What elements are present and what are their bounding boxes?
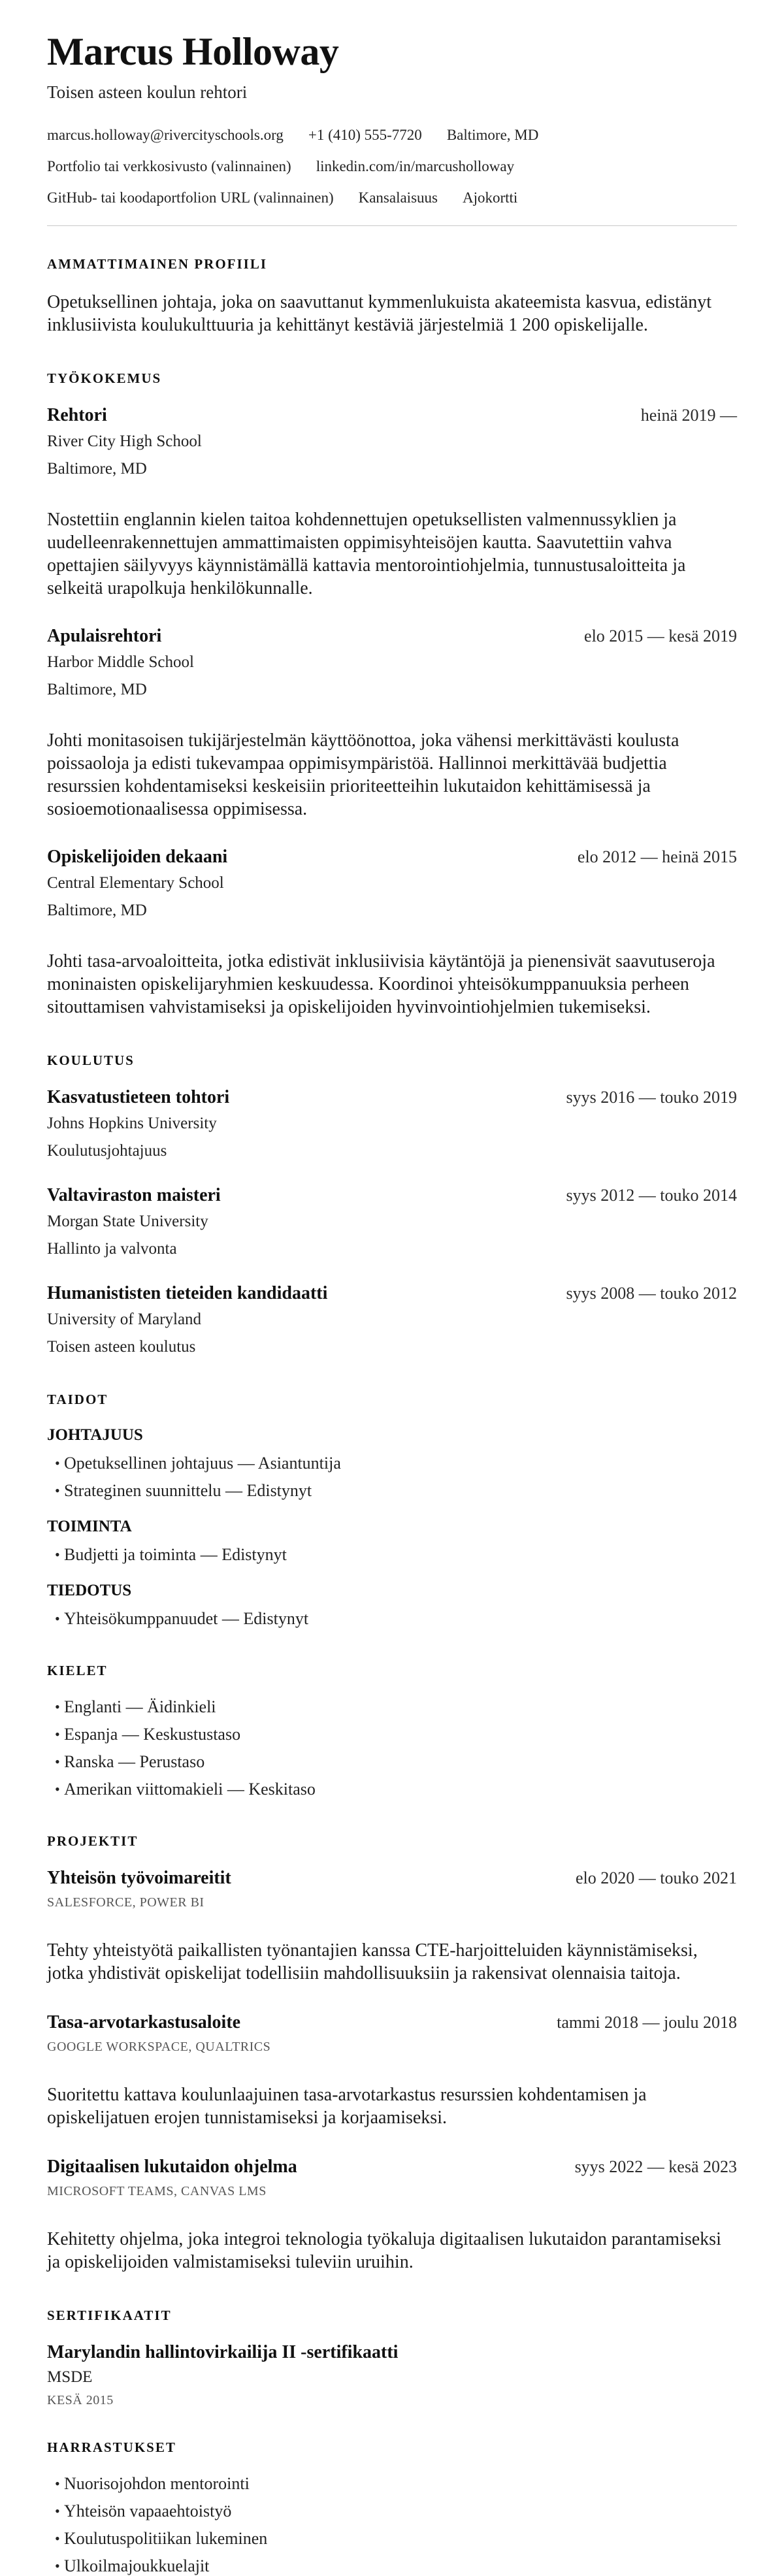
- hobby-item: • Koulutuspolitiikan lukeminen: [47, 2529, 737, 2549]
- hobbies-heading: HARRASTUKSET: [47, 2439, 176, 2455]
- project-tools: GOOGLE WORKSPACE, QUALTRICS: [47, 2040, 271, 2054]
- section-projects: [47, 1833, 737, 2274]
- section-skills: [47, 1392, 737, 1629]
- contact-row-1: [47, 125, 737, 146]
- skill-item: • Opetuksellinen johtajuus — Asiantuntija: [47, 1454, 737, 1473]
- skill-group: [47, 1518, 737, 1565]
- profile-heading: AMMATTIMAINEN PROFIILI: [47, 256, 268, 272]
- certification-entry: [47, 2342, 737, 2408]
- project-title: Digitaalisen lukutaidon ohjelma: [47, 2157, 297, 2177]
- header-divider: [47, 225, 737, 226]
- job-company: Harbor Middle School: [47, 653, 194, 671]
- degree-field: Koulutusjohtajuus: [47, 1142, 167, 1160]
- section-languages: [47, 1663, 737, 1799]
- certification-name: Marylandin hallintovirkailija II -sertifikaatti: [47, 2342, 399, 2362]
- job-company: River City High School: [47, 432, 202, 450]
- project-tools: MICROSOFT TEAMS, CANVAS LMS: [47, 2184, 267, 2198]
- job-description: Nostettiin englannin kielen taitoa kohdennettujen opetuksellisten valmennussyklien ja uudelleenrakennettujen ammattimaisten oppimisyhteisöjen kautta. Saavutettiin vahva opettajien säilyvyys käynnistämällä kattavia mentorointiohjelmia, tunnustusaloitteita ja selkeitä urapolkuja henkilökunnalle.: [47, 510, 686, 598]
- degree-dates: syys 2012 — touko 2014: [566, 1186, 737, 1205]
- skill-item: • Budjetti ja toiminta — Edistynyt: [47, 1545, 737, 1565]
- degree-field: Hallinto ja valvonta: [47, 1240, 177, 1258]
- projects-heading: PROJEKTIT: [47, 1833, 139, 1849]
- project-description: Suoritettu kattava koulunlaajuinen tasa-arvotarkastus resurssien kohdentamisen ja opiskelijatuen erojen tunnistamiseksi ja korjaamiseksi.: [47, 2085, 647, 2128]
- job-dates: elo 2015 — kesä 2019: [584, 627, 737, 645]
- job-location: Baltimore, MD: [47, 460, 147, 478]
- degree-entry: [47, 1283, 737, 1358]
- degree-title: Valtaviraston maisteri: [47, 1185, 221, 1205]
- project-description: Kehitetty ohjelma, joka integroi teknologia työkaluja digitaalisen lukutaidon parantamiseksi ja opiskelijoiden valmistamiseksi tuleviin uruihin.: [47, 2229, 721, 2272]
- job-description: Johti monitasoisen tukijärjestelmän käyttöönottoa, joka vähensi merkittävästi koulusta poissaoloja ja edisti tukevampaa oppimisympäristöä. Hallinnoi merkittävää budjettia resurssien kohdentamiseksi keskeisiin prioriteetteihin lukutaidon kehittämisessä ja sosioemotionaalisessa oppimisessa.: [47, 730, 679, 819]
- languages-heading: KIELET: [47, 1663, 108, 1678]
- contact-row-3: [47, 187, 737, 208]
- project-entry: [47, 2012, 737, 2129]
- degree-dates: syys 2016 — touko 2019: [566, 1088, 737, 1107]
- job-title: Opiskelijoiden dekaani: [47, 847, 228, 867]
- candidate-title: Toisen asteen koulun rehtori: [47, 82, 248, 102]
- contact-block: [47, 125, 737, 208]
- hobby-item: • Ulkoilmajoukkuelajit: [47, 2556, 737, 2576]
- job-entry: [47, 405, 737, 600]
- degree-entry: [47, 1087, 737, 1162]
- language-item: • Espanja — Keskustustaso: [47, 1725, 737, 1744]
- job-location: Baltimore, MD: [47, 681, 147, 698]
- skills-heading: TAIDOT: [47, 1392, 108, 1407]
- hobby-item: • Nuorisojohdon mentorointi: [47, 2474, 737, 2494]
- project-title: Tasa-arvotarkastusaloite: [47, 2012, 241, 2032]
- degree-dates: syys 2008 — touko 2012: [566, 1284, 737, 1303]
- project-description: Tehty yhteistyötä paikallisten työnantajien kanssa CTE-harjoitteluiden käynnistämiseksi, jotka yhdistivät opiskelijat todellisiin mahdollisuuksiin ja rakensivat olennaisia taitoja.: [47, 1940, 698, 1983]
- skill-group-name: TIEDOTUS: [47, 1582, 132, 1599]
- project-title: Yhteisön työvoimareitit: [47, 1868, 231, 1888]
- project-dates: tammi 2018 — joulu 2018: [557, 2013, 737, 2032]
- degree-title: Humanististen tieteiden kandidaatti: [47, 1283, 328, 1303]
- hobby-item: • Yhteisön vapaaehtoistyö: [47, 2502, 737, 2521]
- job-title: Rehtori: [47, 405, 107, 425]
- degree-field: Toisen asteen koulutus: [47, 1338, 196, 1356]
- degree-entry: [47, 1185, 737, 1260]
- project-entry: [47, 2157, 737, 2274]
- language-item: • Amerikan viittomakieli — Keskitaso: [47, 1780, 737, 1799]
- section-education: [47, 1052, 737, 1358]
- contact-location: Baltimore, MD: [446, 127, 539, 143]
- job-location: Baltimore, MD: [47, 902, 147, 919]
- contact-github: GitHub- tai koodaportfolion URL (valinnainen): [47, 189, 334, 206]
- degree-title: Kasvatustieteen tohtori: [47, 1087, 230, 1107]
- skill-group: [47, 1426, 737, 1501]
- job-description: Johti tasa-arvoaloitteita, jotka edistivät inklusiivisia käytäntöjä ja pienensivät saavutuseroja moninaisten opiskelijaryhmien keskuudessa. Koordinoi yhteisökumppanuuksia perheen sitouttamisen vahvistamiseksi ja opiskelijoiden hyvinvointiohjelmien tukemiseksi.: [47, 951, 715, 1017]
- contact-license: Ajokortti: [462, 189, 518, 206]
- experience-heading: TYÖKOKEMUS: [47, 370, 162, 386]
- section-experience: [47, 370, 737, 1019]
- degree-school: University of Maryland: [47, 1311, 202, 1328]
- job-title: Apulaisrehtori: [47, 626, 162, 646]
- skill-group-name: JOHTAJUUS: [47, 1426, 143, 1444]
- candidate-name: Marcus Holloway: [47, 30, 339, 73]
- job-entry: [47, 847, 737, 1019]
- certification-issuer: MSDE: [47, 2368, 93, 2386]
- contact-email: marcus.holloway@rivercityschools.org: [47, 127, 284, 143]
- skill-group-name: TOIMINTA: [47, 1518, 132, 1535]
- contact-linkedin: linkedin.com/in/marcusholloway: [316, 158, 515, 174]
- education-heading: KOULUTUS: [47, 1052, 135, 1068]
- degree-school: Johns Hopkins University: [47, 1115, 217, 1132]
- job-dates: elo 2012 — heinä 2015: [577, 847, 737, 866]
- degree-school: Morgan State University: [47, 1213, 208, 1230]
- contact-portfolio: Portfolio tai verkkosivusto (valinnainen): [47, 158, 291, 174]
- contact-phone: +1 (410) 555-7720: [308, 127, 422, 143]
- skill-item: • Strateginen suunnittelu — Edistynyt: [47, 1481, 737, 1501]
- project-dates: syys 2022 — kesä 2023: [574, 2157, 737, 2176]
- contact-row-2: [47, 156, 737, 177]
- section-profile: [47, 256, 737, 336]
- section-certifications: [47, 2307, 737, 2408]
- contact-citizenship: Kansalaisuus: [358, 189, 438, 206]
- certification-date: KESÄ 2015: [47, 2393, 114, 2407]
- certifications-heading: SERTIFIKAATIT: [47, 2307, 172, 2323]
- skill-item: • Yhteisökumppanuudet — Edistynyt: [47, 1609, 737, 1629]
- job-dates: heinä 2019 —: [640, 406, 737, 425]
- language-item: • Englanti — Äidinkieli: [47, 1697, 737, 1717]
- profile-text: Opetuksellinen johtaja, joka on saavuttanut kymmenlukuista akateemista kasvua, edistänyt inklusiivista koulukulttuuria ja kehittänyt kestäviä järjestelmiä 1 200 opiskelijalle.: [47, 292, 712, 335]
- job-company: Central Elementary School: [47, 874, 224, 892]
- section-hobbies: [47, 2439, 737, 2576]
- language-item: • Ranska — Perustaso: [47, 1752, 737, 1772]
- resume-header: [47, 30, 737, 226]
- skill-group: [47, 1582, 737, 1629]
- project-dates: elo 2020 — touko 2021: [576, 1868, 737, 1887]
- job-entry: [47, 626, 737, 821]
- project-tools: SALESFORCE, POWER BI: [47, 1895, 204, 1910]
- project-entry: [47, 1868, 737, 1985]
